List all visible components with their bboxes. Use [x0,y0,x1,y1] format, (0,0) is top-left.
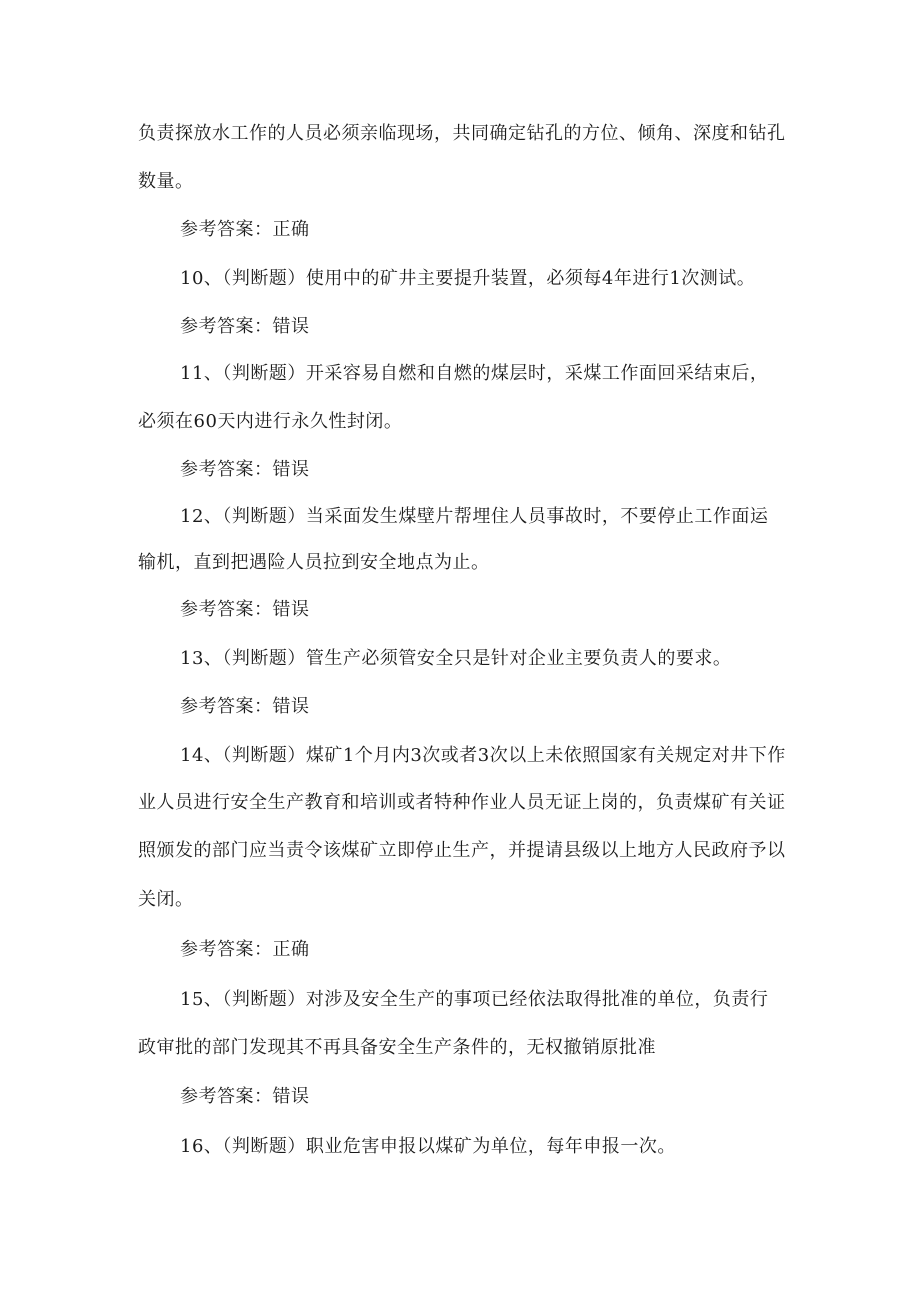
question-text-line: 数量。 [138,171,194,192]
question-text-line: 11、（判断题）开采容易自燃和自燃的煤层时，采煤工作面回采结束后， [180,363,769,384]
answer-line: 参考答案：错误 [180,696,310,717]
question-text-line: 政审批的部门发现其不再具备安全生产条件的，无权撤销原批准 [138,1037,656,1058]
answer-line: 参考答案：错误 [180,599,310,620]
answer-line: 参考答案：正确 [180,219,310,240]
answer-line: 参考答案：错误 [180,1086,310,1107]
question-text-line: 关闭。 [138,889,194,910]
question-text-line: 16、（判断题）职业危害申报以煤矿为单位，每年申报一次。 [180,1136,676,1157]
answer-line: 参考答案：错误 [180,316,310,337]
question-text-line: 业人员进行安全生产教育和培训或者特种作业人员无证上岗的，负责煤矿有关证 [138,792,786,813]
question-text-line: 必须在60天内进行永久性封闭。 [138,411,403,432]
answer-line: 参考答案：错误 [180,459,310,480]
question-text-line: 13、（判断题）管生产必须管安全只是针对企业主要负责人的要求。 [180,648,732,669]
question-text-line: 14、（判断题）煤矿1个月内3次或者3次以上未依照国家有关规定对井下作 [180,745,786,766]
question-text-line: 15、（判断题）对涉及安全生产的事项已经依法取得批准的单位，负责行 [180,989,769,1010]
question-text-line: 照颁发的部门应当责令该煤矿立即停止生产，并提请县级以上地方人民政府予以 [138,840,786,861]
question-text-line: 12、（判断题）当采面发生煤壁片帮埋住人员事故时，不要停止工作面运 [180,506,769,527]
question-text-line: 负责探放水工作的人员必须亲临现场，共同确定钻孔的方位、倾角、深度和钻孔 [138,123,786,144]
question-text-line: 输机，直到把遇险人员拉到安全地点为止。 [138,552,490,573]
answer-line: 参考答案：正确 [180,939,310,960]
question-text-line: 10、（判断题）使用中的矿井主要提升装置，必须每4年进行1次测试。 [180,268,756,289]
